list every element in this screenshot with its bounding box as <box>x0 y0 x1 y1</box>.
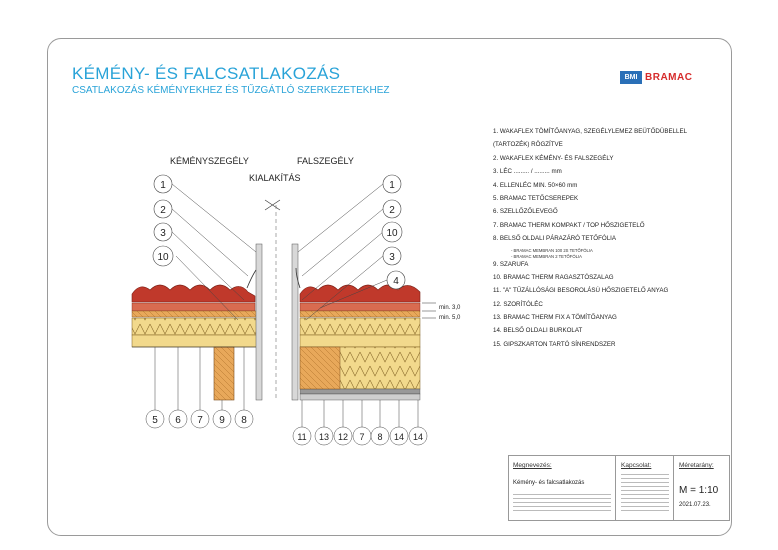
legend-item: 7. BRAMAC THERM KOMPAKT / TOP HŐSZIGETELŐ <box>493 221 645 229</box>
callout-bottom-8: 8 <box>241 415 247 426</box>
callout-right-10: 10 <box>386 228 398 239</box>
wall-flashing-label: FALSZEGÉLY <box>297 156 354 166</box>
callout-left-2: 2 <box>160 205 166 216</box>
legend-item: 15. GIPSZKARTON TARTÓ SÍNRENDSZER <box>493 340 616 348</box>
page-subtitle: CSATLAKOZÁS KÉMÉNYEKHEZ ÉS TŰZGÁTLÓ SZERKEZETEKHEZ <box>72 85 390 96</box>
callout-bottom-7: 7 <box>197 415 203 426</box>
legend-item: 9. SZARUFA <box>493 260 529 268</box>
scale-value: M = 1:10 <box>679 485 719 496</box>
fine-print-block <box>513 494 611 514</box>
callout-left-3: 3 <box>160 228 166 239</box>
legend-item: 10. BRAMAC THERM RAGASZTÓSZALAG <box>493 273 614 281</box>
legend-item: 6. SZELLŐZŐLEVEGŐ <box>493 208 558 216</box>
page-title: KÉMÉNY- ÉS FALCSATLAKOZÁS <box>72 64 341 83</box>
callout-right-1: 1 <box>389 180 395 191</box>
scale-label: Méretarány: <box>679 462 714 469</box>
callout-bottom-14a: 14 <box>393 432 405 442</box>
dimension-marks <box>422 303 461 321</box>
callouts-right <box>382 175 405 289</box>
callout-right-3: 3 <box>389 252 395 263</box>
dimension-min-5: min. 5,0 <box>439 315 461 321</box>
chimney-flashing-label: KÉMÉNYSZEGÉLY <box>170 156 249 166</box>
contact-fine-print <box>621 474 669 512</box>
callout-bottom-13: 13 <box>318 432 330 442</box>
legend-item: 1. WAKAFLEX TÖMÍTŐANYAG, SZEGÉLYLEMEZ BEÜTŐDÜBELLEL <box>493 128 688 135</box>
dimension-min-3: min. 3,0 <box>439 305 461 311</box>
bramac-logo-text: BRAMAC <box>645 72 693 83</box>
legend-item: 12. SZORÍTÓLÉC <box>493 300 543 308</box>
bmi-logo-box: BMI <box>620 71 642 84</box>
legend-item: (TARTOZÉK) RÖGZÍTVE <box>493 141 563 149</box>
legend-item: 11. "A" TŰZÁLLÓSÁGI BESOROLÁSÚ HŐSZIGETELŐ ANYAG <box>493 287 669 295</box>
callout-bottom-9: 9 <box>219 415 225 426</box>
design-label: KIALAKÍTÁS <box>249 173 301 183</box>
callout-bottom-11: 11 <box>297 432 307 442</box>
legend-item: 13. BRAMAC THERM FIX A TÖMÍTŐANYAG <box>493 314 617 322</box>
callout-left-10: 10 <box>157 252 169 263</box>
contact-label: Kapcsolat: <box>621 462 652 469</box>
left-section <box>132 244 262 400</box>
legend-item: 8. BELSŐ OLDALI PÁRAZÁRÓ TETŐFÓLIA <box>493 235 616 243</box>
callout-right-4: 4 <box>393 276 399 287</box>
right-section <box>292 244 420 400</box>
legend-item: 4. ELLENLÉC MIN. 50×60 mm <box>493 181 578 189</box>
callout-bottom-8b: 8 <box>377 432 383 442</box>
callout-bottom-6: 6 <box>175 415 181 426</box>
center-axis-symbol <box>265 200 280 400</box>
callout-left-1: 1 <box>160 180 166 191</box>
legend-item: 3. LÉC ......... / ......... mm <box>493 168 562 176</box>
name-value: Kémény- és falcsatlakozás <box>513 480 585 486</box>
callout-right-2: 2 <box>389 205 395 216</box>
title-block <box>508 455 730 521</box>
legend-item: 14. BELSŐ OLDALI BURKOLAT <box>493 327 583 335</box>
date-value: 2021.07.23. <box>679 502 711 508</box>
legend-item: 2. WAKAFLEX KÉMÉNY- ÉS FALSZEGÉLY <box>493 154 614 162</box>
callout-bottom-7b: 7 <box>359 432 365 442</box>
callout-bottom-14b: 14 <box>412 432 424 442</box>
name-label: Megnevezés: <box>513 462 552 469</box>
legend-subitem: - BRAMAC MEMBRAN 100 2S TETŐFÓLIA <box>511 247 593 253</box>
legend-subitem: - BRAMAC MEMBRAN 2 TETŐFÓLIA <box>511 253 582 259</box>
legend-item: 5. BRAMAC TETŐCSEREPEK <box>493 194 579 202</box>
callout-bottom-5: 5 <box>152 415 158 426</box>
callout-bottom-12: 12 <box>337 432 349 442</box>
legend-list <box>493 128 723 354</box>
callouts-left <box>153 175 173 266</box>
